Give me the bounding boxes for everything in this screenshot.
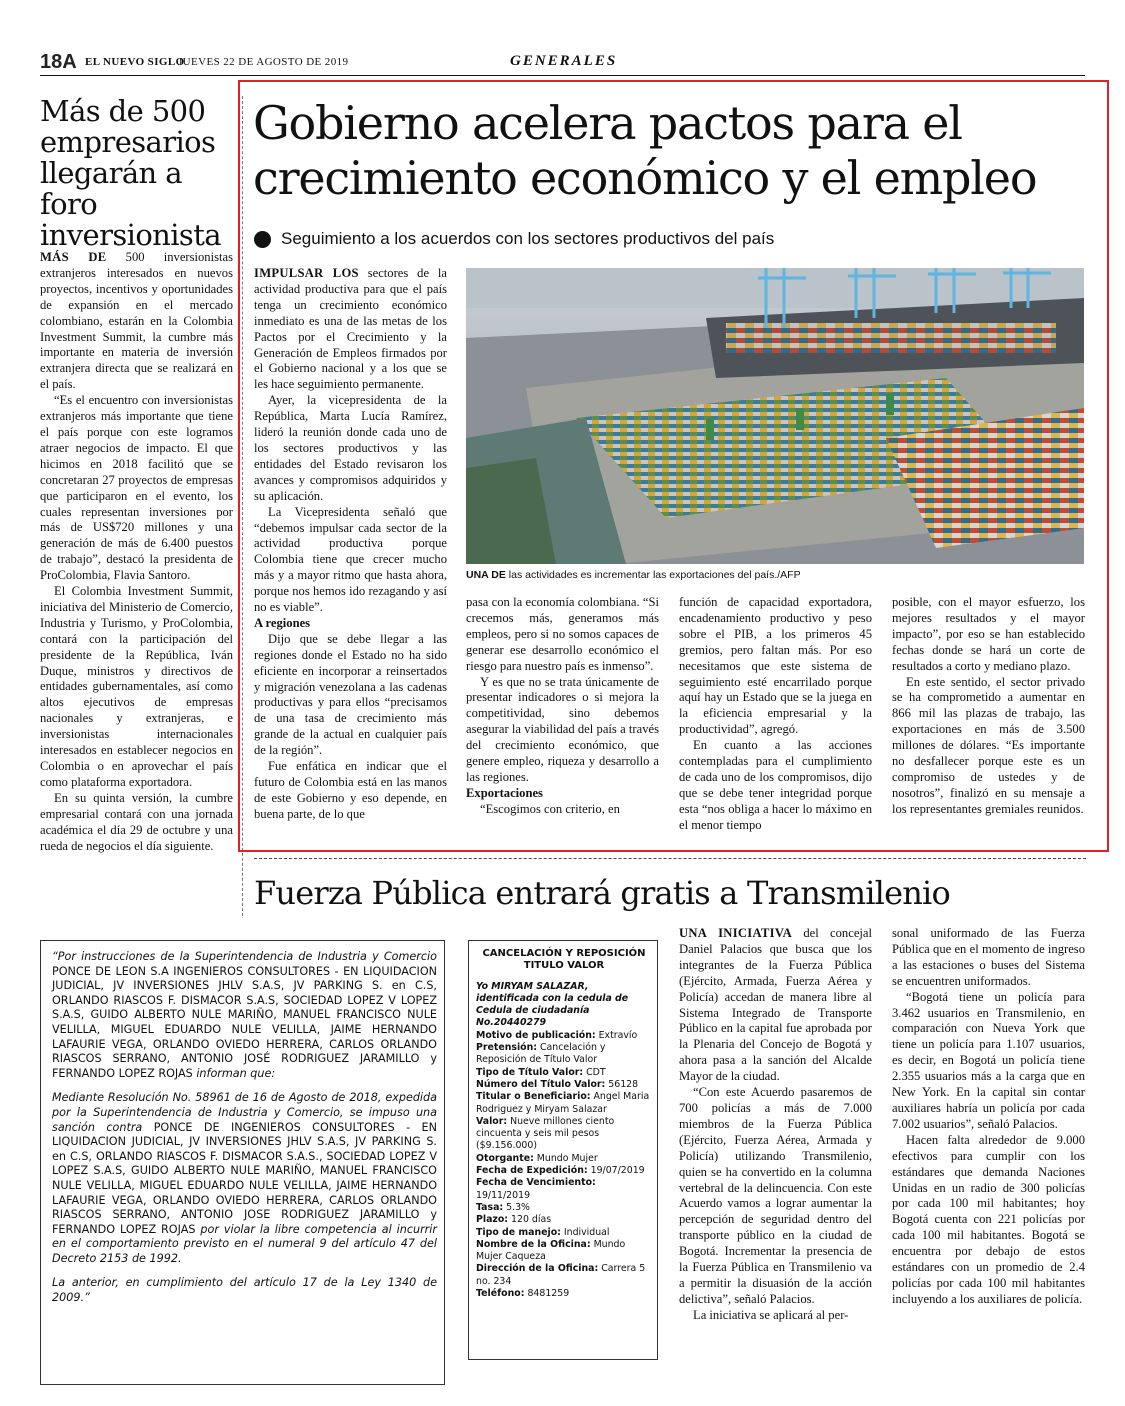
legal-notice-p3: La anterior, en cumplimiento del artículo 17 de la Ley 1340 de 2009.” (52, 1276, 437, 1305)
title-value-content (476, 948, 652, 1300)
title-value-field (476, 1116, 652, 1153)
port-photo (466, 268, 1084, 564)
field-key: Fecha de Vencimiento: (476, 1177, 596, 1189)
field-value: Carrera 5 no. 234 (476, 1263, 646, 1287)
field-key: Tipo de Título Valor: (476, 1066, 584, 1078)
field-key: Titular o Beneficiario: (476, 1091, 591, 1103)
field-value: 56128 (605, 1078, 639, 1090)
field-key: Motivo de publicación: (476, 1029, 596, 1041)
field-value: Extravío (595, 1029, 638, 1041)
main-headline: Gobierno acelera pactos para el crecimiento económico y el empleo (253, 96, 1037, 205)
title-value-field (476, 1239, 652, 1264)
field-key: Número del Título Valor: (476, 1078, 606, 1090)
title-value-field (476, 1288, 652, 1300)
title-value-field (476, 1177, 652, 1202)
field-key: Dirección de la Oficina: (476, 1263, 599, 1275)
title-value-intro: Yo MIRYAM SALAZAR, identificada con la cedula de Cedula de ciudadanía No.20440279 (476, 980, 629, 1029)
field-value: CDT (583, 1066, 606, 1078)
subhead-exportaciones: Exportaciones (466, 785, 543, 800)
field-key: Otorgante: (476, 1152, 534, 1164)
main-lead: IMPULSAR LOS (254, 266, 359, 280)
page-header (40, 50, 1085, 76)
title-value-field (476, 1214, 652, 1226)
title-value-field (476, 1079, 652, 1091)
field-value: 120 días (508, 1214, 552, 1226)
second-col-1: UNA INICIATIVA del concejal Daniel Palacios que busca que los integrantes de la Fuerza Pública (Ejército, Armada, Fuerza Aérea y Policía) accedan de manera libre al Sistema Integrado de Transporte Público en la capital fue aprobada por la Plenaria del Concejo de Bogotá y ahora pasa a la sanción del Alcalde Mayor de la ciudad. “Con este Acuerdo pasaremos de 700 policías a más de 7.000 miembros de la Fuerza Pública (Ejército, Fuerza Aérea, Armada y Policía) utilizando Transmilenio, quien se ha convertido en la columna vertebral de la delincuencia. Con este Acuerdo vamos a lograr aumentar la percepción de seguridad dentro del transporte público en la ciudad de Bogotá. Incrementar la presencia de la Fuerza Pública en Transmilenio va a permitir la disuasión de la acción delictiva”, señaló Palacios. La iniciativa se aplicará al per- (679, 926, 872, 1322)
field-key: Fecha de Expedición: (476, 1165, 588, 1177)
field-value: Mundo Mujer (533, 1152, 598, 1164)
field-value: 5.3% (503, 1201, 530, 1213)
field-key: Teléfono: (476, 1288, 525, 1300)
sidebar-lead: MÁS DE (40, 250, 107, 264)
title-value-field (476, 1067, 652, 1079)
title-value-fields (476, 1030, 652, 1301)
header-rule (40, 75, 1085, 76)
title-value-field (476, 1030, 652, 1042)
field-value: Mundo Mujer Caqueza (476, 1238, 626, 1263)
field-value: Nueve millones ciento cincuenta y seis mil pesos ($9.156.000) (476, 1115, 615, 1152)
field-value: 19/07/2019 (587, 1165, 645, 1177)
field-key: Nombre de la Oficina: (476, 1238, 591, 1250)
subhead-regiones: A regiones (254, 615, 311, 630)
title-value-field (476, 1227, 652, 1239)
title-value-field (476, 1202, 652, 1214)
second-lead: UNA INICIATIVA (679, 926, 793, 940)
section-name: GENERALES (510, 53, 618, 69)
field-value: Angel Maria Rodriguez y Miryam Salazar (476, 1091, 650, 1115)
field-key: Plazo: (476, 1214, 509, 1226)
field-value: 19/11/2019 (476, 1189, 531, 1201)
field-value: Cancelación y Reposición de Título Valor (476, 1042, 606, 1066)
main-deck: Seguimiento a los acuerdos con los sectores productivos del país (254, 229, 1094, 249)
page-number: 18A (40, 51, 77, 73)
field-key: Tipo de manejo: (476, 1226, 561, 1238)
field-key: Valor: (476, 1115, 508, 1127)
field-value: 8481259 (524, 1288, 570, 1300)
title-value-field (476, 1153, 652, 1165)
legal-notice-p2: Mediante Resolución No. 58961 de 16 de Agosto de 2018, expedida por la Superintendencia de Industria y Comercio, se impuso una sanción contra PONCE DE INGENIEROS CONSULTORES - EN LIQUIDACION JUDICIAL, JV INVERSIONES JHLV S.A.S, JV PARKING S. en C.S, ORLANDO RIASCOS F. DISMACOR S.A.S., SOCIEDAD LOPEZ V LOPEZ S.A.S, GUIDO ALBERTO NULE MARIÑO, MANUEL FRANCISCO NULE VELILLA, MIGUEL EDUARDO NULE VELILLA, JAIME HERNANDO LAFAURIE VEGA, ORLANDO OVIEDO HERRERA, CARLOS ORLANDO RIASCOS SERRANO, ANTONIO JOSE RODRIGUEZ JARAMILLO y FERNANDO LOPEZ ROJAS por violar la libre competencia al incurrir en el comportamiento previsto en el numeral 9 del artículo 47 del Decreto 2153 de 1992. (52, 1091, 437, 1265)
legal-notice (52, 950, 437, 1306)
main-col-3: función de capacidad exportadora, encadenamiento productivo y peso sobre el PIB, a los primeros 45 gremios, pero faltan más. Por eso necesitamos que este sistema de seguimiento esté encarrilado porque aquí hay un Estado que se la juega en la eficiencia empresarial y la productividad”, agregó. En cuanto a las acciones contempladas para el cumplimiento de cada uno de los compromisos, dijo que se debe tener integridad porque esta “nos obliga a hacer lo máximo en el menor tiempo (679, 595, 872, 832)
title-value-field (476, 1091, 652, 1116)
legal-notice-p1: “Por instrucciones de la Superintendencia de Industria y Comercio PONCE DE LEON S.A INGENIEROS CONSULTORES - EN LIQUIDACION JUDICIAL, JV INVERSIONES JHLV S.A.S, JV PARKING S. en C.S, ORLANDO RIASCOS F. DISMACOR S.A.S, SOCIEDAD LOPEZ V LOPEZ S.A.S, GUIDO ALBERTO NULE MARIÑO, MANUEL FRANCISCO NULE VELILLA, MIGUEL EDUARDO NULE VELILLA, JAIME HERNANDO LAFAURIE VEGA, ORLANDO OVIEDO HERRERA, CARLOS ORLANDO RIASCOS SERRANO, ANTONIO JOSÉ RODRIGUEZ JARAMILLO y FERNANDO LOPEZ ROJAS informan que: (52, 950, 437, 1080)
field-value: Individual (560, 1226, 610, 1238)
photo-caption: UNA DE las actividades es incrementar las exportaciones del país./AFP (466, 569, 801, 581)
field-key: Tasa: (476, 1201, 504, 1213)
title-value-heading: CANCELACIÓN Y REPOSICIÓN TITULO VALOR (482, 948, 646, 972)
title-value-field (476, 1042, 652, 1067)
sidebar-headline: Más de 500 empresarios llegarán a foro inversionista (40, 94, 221, 252)
paper-name: EL NUEVO SIGLO (85, 56, 185, 68)
issue-date: JUEVES 22 DE AGOSTO DE 2019 (178, 56, 349, 68)
field-key: Pretensión: (476, 1042, 538, 1054)
bullet-icon (254, 231, 271, 248)
second-col-2: sonal uniformado de las Fuerza Pública que en el momento de ingreso a las estaciones o buses del Sistema se encuentren uniformados. “Bogotá tiene un policía para 3.462 usuarios en Transmilenio, en comparación con Nueva York que tiene un policía para 1.107 usuarios, es decir, en Bogotá un policía tiene 2.355 usuarios más a la carga que en New York. En la capital sin contar auxiliares habría un policía por cada 7.002 usuarios”, señaló Palacios. Hacen falta alrededor de 9.000 efectivos para cumplir con los estándares que demanda Naciones Unidas en un radio de 300 policías por cada 100 mil habitantes; hoy Bogotá cuenta con 221 policías por cada 100 mil habitantes. Bogotá se encuentra por debajo de estos estándares con un promedio de 2.4 policías por cada 100 mil habitantes incluyendo a los auxiliares de policía. (892, 926, 1085, 1306)
second-headline: Fuerza Pública entrará gratis a Transmilenio (254, 874, 950, 912)
story-separator (254, 858, 1086, 859)
main-col-2: pasa con la economía colombiana. “Si crecemos más, generamos más empleos, pero si no somos capaces de generar ese desarrollo económico el riesgo para nuestro país es inmenso”. Y es que no se trata únicamente de presentar indicadores o si mejora la competitividad, sino debemos asegurar la viabilidad del país a través del crecimiento económico, que genere empleo, riqueza y desarrollo a las regiones. Exportaciones “Escogimos con criterio, en (466, 595, 659, 816)
title-value-field (476, 1263, 652, 1288)
main-col-4: posible, con el mayor esfuerzo, los mejores resultados y el mayor impacto”, por eso se han establecido fechas donde se hará un corte de resultados a corto y mediano plazo. En este sentido, el sector privado se ha comprometido a aumentar en 866 mil las plazas de trabajo, las exportaciones en más de 3.500 millones de dólares. “Es importante no desfallecer porque este es un compromiso de ustedes y de nosotros”, finalizó en su mensaje a los representantes gremiales reunidos. (892, 595, 1085, 816)
sidebar-body: MÁS DE 500 inversionistas extranjeros interesados en nuevos proyectos, incentivos y oportunidades de expansión en el mercado colombiano, estarán en la Colombia Investment Summit, la cumbre más importante en materia de inversión extranjera directa que se realizará en el país. “Es el encuentro con inversionistas extranjeros más importante que tiene el país porque con este logramos atraer negocios de impacto. El que hicimos en 2018 facilitó que se concretaran 27 proyectos de empresas que participaron en el evento, los cuales representan inversiones por más de US$720 millones y una generación de más de 6.400 puestos de trabajo”, destacó la presidenta de ProColombia, Flavia Santoro. El Colombia Investment Summit, iniciativa del Ministerio de Comercio, Industria y Turismo, y ProColombia, contará con la participación del presidente de la República, Iván Duque, ministros y directivos de entidades gubernamentales, así como altos ejecutivos de empresas nacionales y extranjeras, e inversionistas internacionales interesados en establecer negocios en Colombia o en aprovechar el país como plataforma exportadora. En su quinta versión, la cumbre empresarial contará con una jornada académica el día 29 de octubre y una rueda de negocios el día siguiente. (40, 250, 233, 853)
title-value-field (476, 1165, 652, 1177)
main-col-1: IMPULSAR LOS sectores de la actividad productiva para que el país tenga un crecimiento económico inmediato es una de las metas de los Pactos por el Crecimiento y la Generación de Empleos firmados por el Gobierno nacional y a los que se les hace seguimiento permanente. Ayer, la vicepresidenta de la República, Marta Lucía Ramírez, lideró la reunión donde cada uno de los sectores productivos y las entidades del Estado revisaron los avances y compromisos adquiridos y su aplicación. La Vicepresidenta señaló que “debemos impulsar cada sector de la actividad productiva porque Colombia tiene que crecer mucho más y a mayor ritmo que hasta ahora, porque nos hemos ido rezagando y así no es viable”. A regiones Dijo que se debe llegar a las regiones donde el Estado no ha sido eficiente en incorporar a reinsertados y migración venezolana a las cadenas productivas y para ellos “precisamos de una tasa de crecimiento más grande de la actual en cualquier país de la región”. Fue enfática en indicar que el futuro de Colombia está en las manos de este Gobierno y eso depende, en buena parte, de lo que (254, 266, 447, 821)
